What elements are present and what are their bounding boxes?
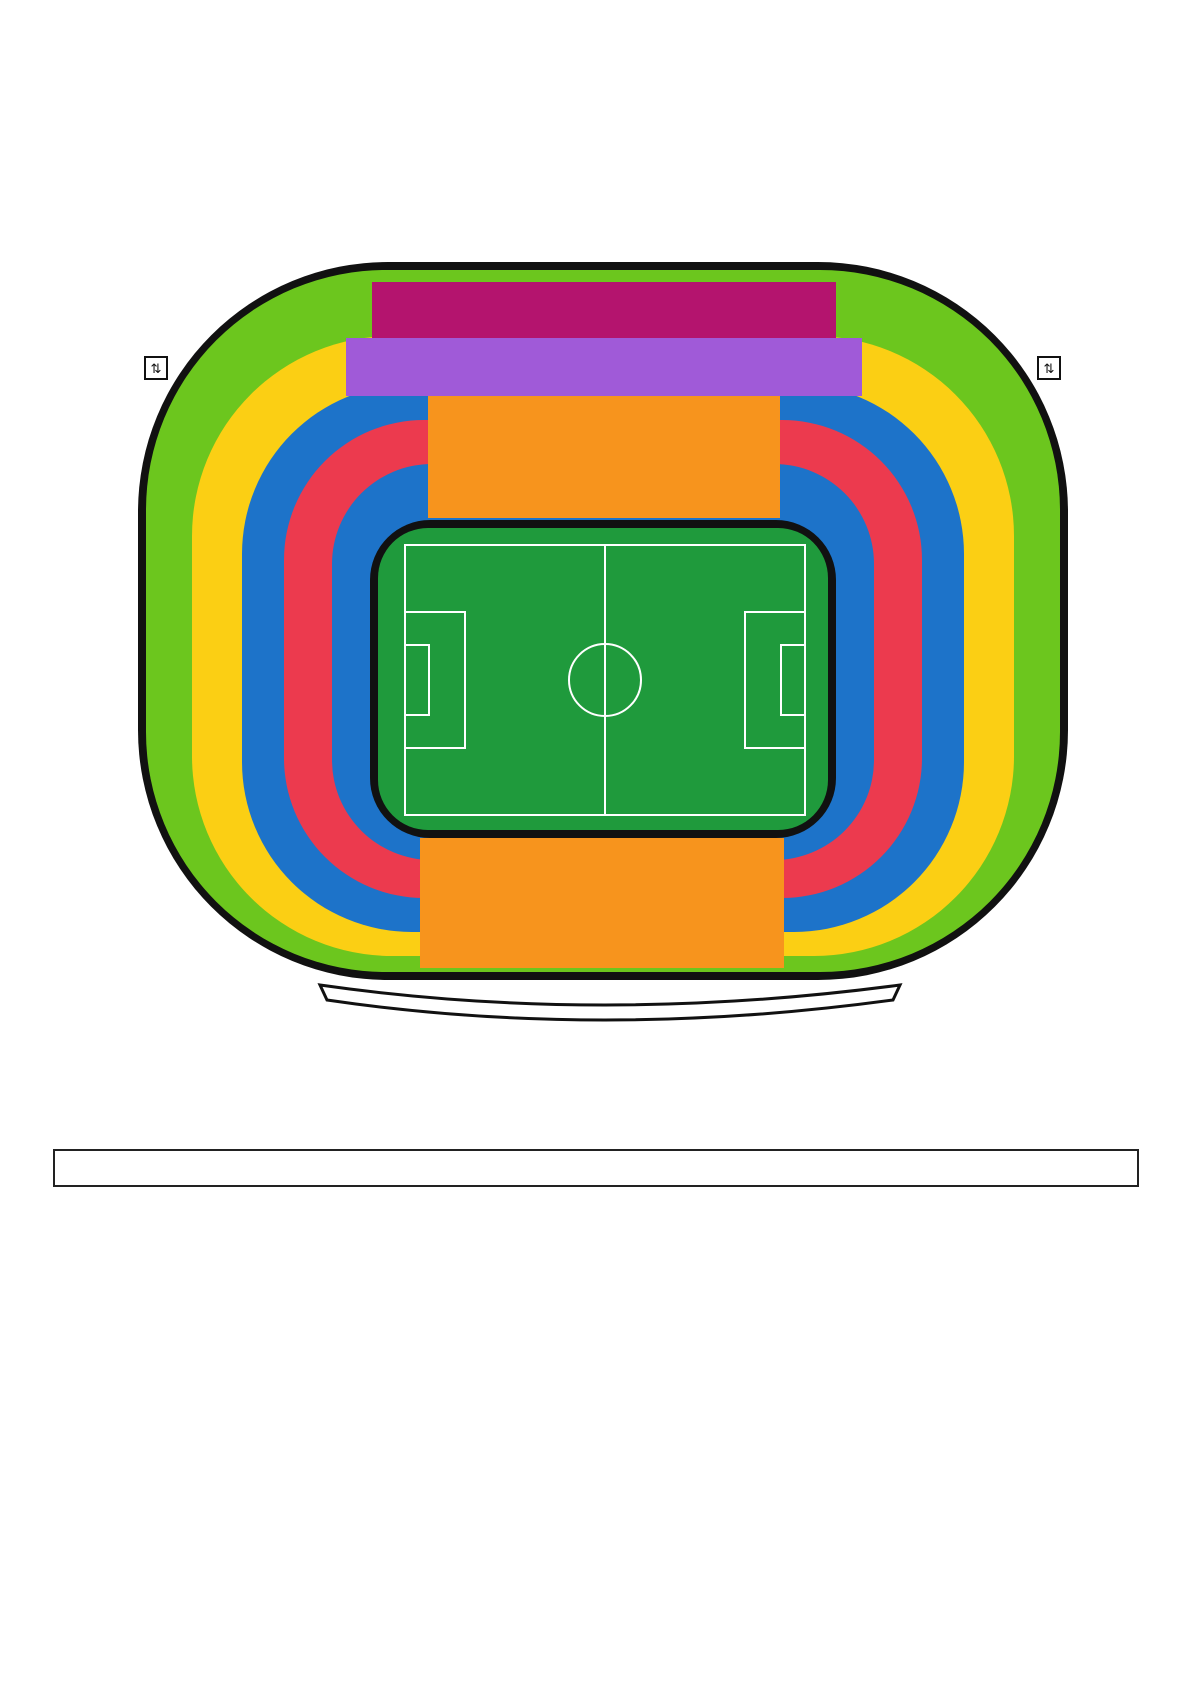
tribuna-edge xyxy=(320,985,900,1020)
svg-text:⇅: ⇅ xyxy=(1043,362,1055,377)
elevator-icon xyxy=(145,357,167,379)
band-cat2 xyxy=(346,338,862,396)
band-premium-top xyxy=(428,396,780,518)
band-premium-bottom xyxy=(420,838,784,968)
category-legend xyxy=(53,1149,1139,1187)
pitch xyxy=(378,528,828,830)
band-cat5 xyxy=(372,282,836,338)
svg-text:⇅: ⇅ xyxy=(150,362,162,377)
legend-header-sector xyxy=(302,1150,1139,1186)
elevator-icon xyxy=(1038,357,1060,379)
legend-header-category xyxy=(54,1150,302,1186)
